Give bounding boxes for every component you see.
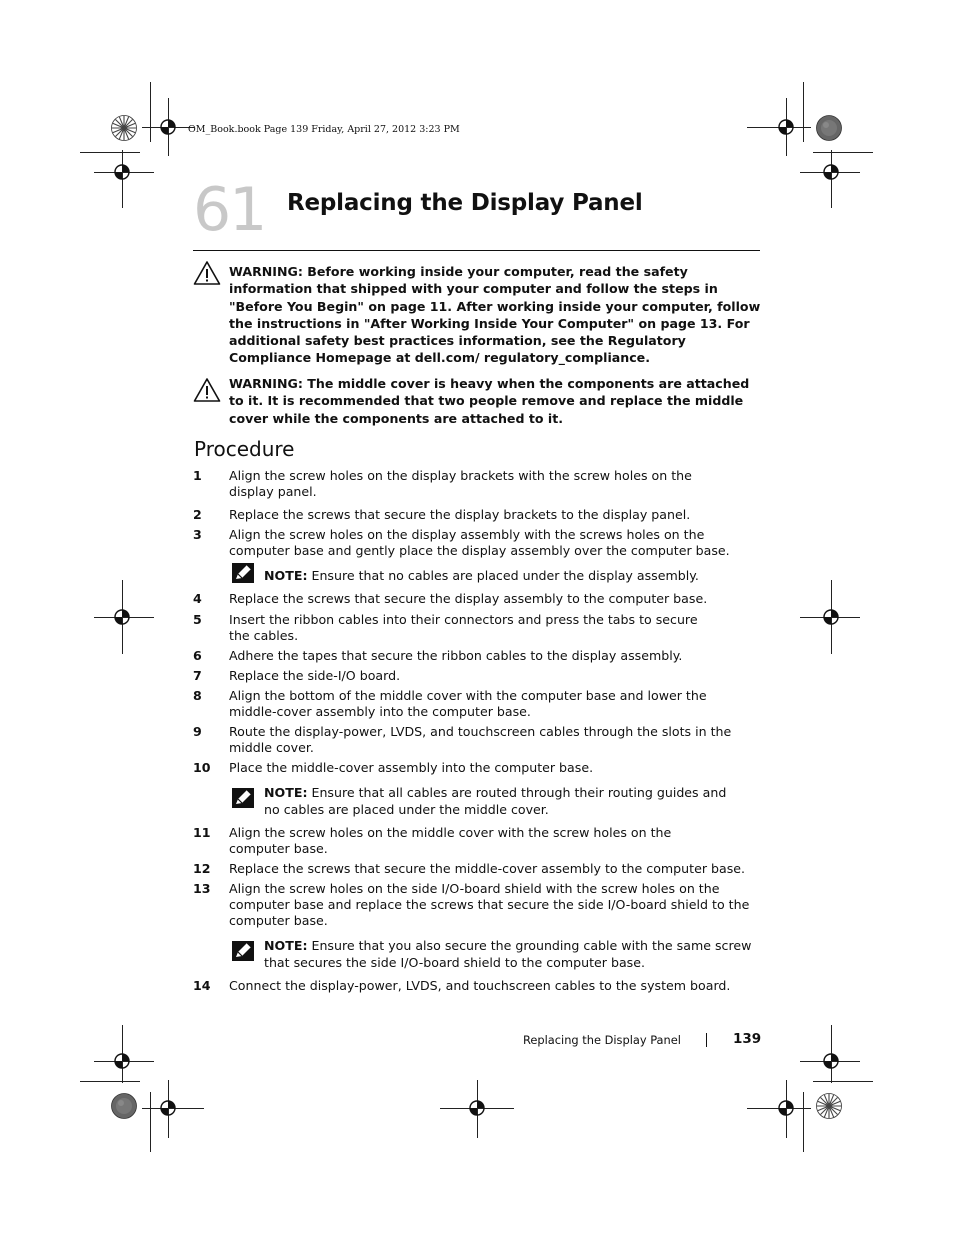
registration-target-icon <box>156 1096 180 1120</box>
note-text <box>264 937 761 971</box>
note-body: Ensure that all cables are routed through their routing guides and no cables are placed under the middle cover. <box>264 785 727 817</box>
registration-target-icon <box>819 605 843 629</box>
step-number: 10 <box>193 760 211 775</box>
step-text: Align the bottom of the middle cover with the computer base and lower the middle-cover assembly into the computer base. <box>229 688 707 719</box>
print-stamp: OM_Book.book Page 139 Friday, April 27, 2012 3:23 PM <box>188 124 460 135</box>
note-label: NOTE: <box>264 568 308 583</box>
note-label: NOTE: <box>264 785 308 800</box>
registration-target-icon <box>156 115 180 139</box>
step-text: Align the screw holes on the side I/O-board shield with the screw holes on the computer base and replace the screws that secure the side I/O-board shield to the computer base. <box>229 881 750 928</box>
color-patch-icon <box>816 115 842 141</box>
registration-target-icon <box>819 160 843 184</box>
footer-separator <box>706 1033 707 1047</box>
warning-icon <box>193 377 221 403</box>
step-text: Align the screw holes on the display assembly with the screws holes on the computer base and gently place the display assembly over the computer base. <box>229 527 730 558</box>
chapter-title: Replacing the Display Panel <box>287 190 643 216</box>
note-pencil-icon <box>232 941 254 961</box>
registration-target-icon <box>774 1096 798 1120</box>
step-number: 2 <box>193 507 202 522</box>
note-label: NOTE: <box>264 938 308 953</box>
page-number: 139 <box>733 1031 762 1047</box>
note-body: Ensure that you also secure the grounding cable with the same screw that secures the side I/O-board shield to the computer base. <box>264 938 752 970</box>
footer-chapter-title: Replacing the Display Panel <box>523 1033 681 1047</box>
step-number: 7 <box>193 668 202 683</box>
step-text: Align the screw holes on the middle cover with the screw holes on the computer base. <box>229 825 672 856</box>
step-number: 14 <box>193 978 211 993</box>
registration-target-icon <box>465 1096 489 1120</box>
step-text: Connect the display-power, LVDS, and touchscreen cables to the system board. <box>229 978 731 993</box>
step-number: 5 <box>193 612 202 627</box>
title-divider <box>193 250 760 251</box>
note-text <box>264 784 734 818</box>
note-pencil-icon <box>232 563 254 583</box>
registration-target-icon <box>110 1049 134 1073</box>
chapter-number: 61 <box>193 175 266 245</box>
step-text: Align the screw holes on the display brackets with the screw holes on the display panel. <box>229 468 692 499</box>
step-number: 4 <box>193 591 202 606</box>
step-text: Place the middle-cover assembly into the computer base. <box>229 760 594 775</box>
warning-safety-text: WARNING: Before working inside your computer, read the safety information that shipped with your computer and follow the steps in "Before You Begin" on page 11. After working inside your computer, follow the instructions in "After Working Inside Your Computer" on page 13. For additional safety best practices information, see the Regulatory Compliance Homepage at dell.com/ regulatory_compliance. <box>229 264 761 366</box>
note-text <box>264 567 761 584</box>
registration-target-icon <box>774 115 798 139</box>
step-number: 1 <box>193 468 202 483</box>
note-pencil-icon <box>232 788 254 808</box>
section-heading: Procedure <box>194 437 295 461</box>
step-text: Adhere the tapes that secure the ribbon cables to the display assembly. <box>229 648 683 663</box>
step-number: 8 <box>193 688 202 703</box>
step-text: Insert the ribbon cables into their connectors and press the tabs to secure the cables. <box>229 612 698 643</box>
step-text: Replace the screws that secure the display brackets to the display panel. <box>229 507 691 522</box>
step-number: 11 <box>193 825 211 840</box>
starburst-target-icon <box>111 115 137 141</box>
registration-target-icon <box>110 605 134 629</box>
note-body: Ensure that no cables are placed under the display assembly. <box>307 568 699 583</box>
step-number: 3 <box>193 527 202 542</box>
step-number: 12 <box>193 861 211 876</box>
starburst-target-icon <box>816 1093 842 1119</box>
warning-heavy-cover-text: WARNING: The middle cover is heavy when the components are attached to it. It is recommended that two people remove and replace the middle cover while the components are attached to it. <box>229 376 750 426</box>
color-patch-icon <box>111 1093 137 1119</box>
step-number: 9 <box>193 724 202 739</box>
step-text: Replace the screws that secure the middle-cover assembly to the computer base. <box>229 861 746 876</box>
step-text: Replace the screws that secure the display assembly to the computer base. <box>229 591 708 606</box>
step-text: Route the display-power, LVDS, and touchscreen cables through the slots in the middle cover. <box>229 724 732 755</box>
warning-icon <box>193 260 221 286</box>
step-number: 13 <box>193 881 211 896</box>
registration-target-icon <box>110 160 134 184</box>
step-text: Replace the side-I/O board. <box>229 668 401 683</box>
step-number: 6 <box>193 648 202 663</box>
registration-target-icon <box>819 1049 843 1073</box>
